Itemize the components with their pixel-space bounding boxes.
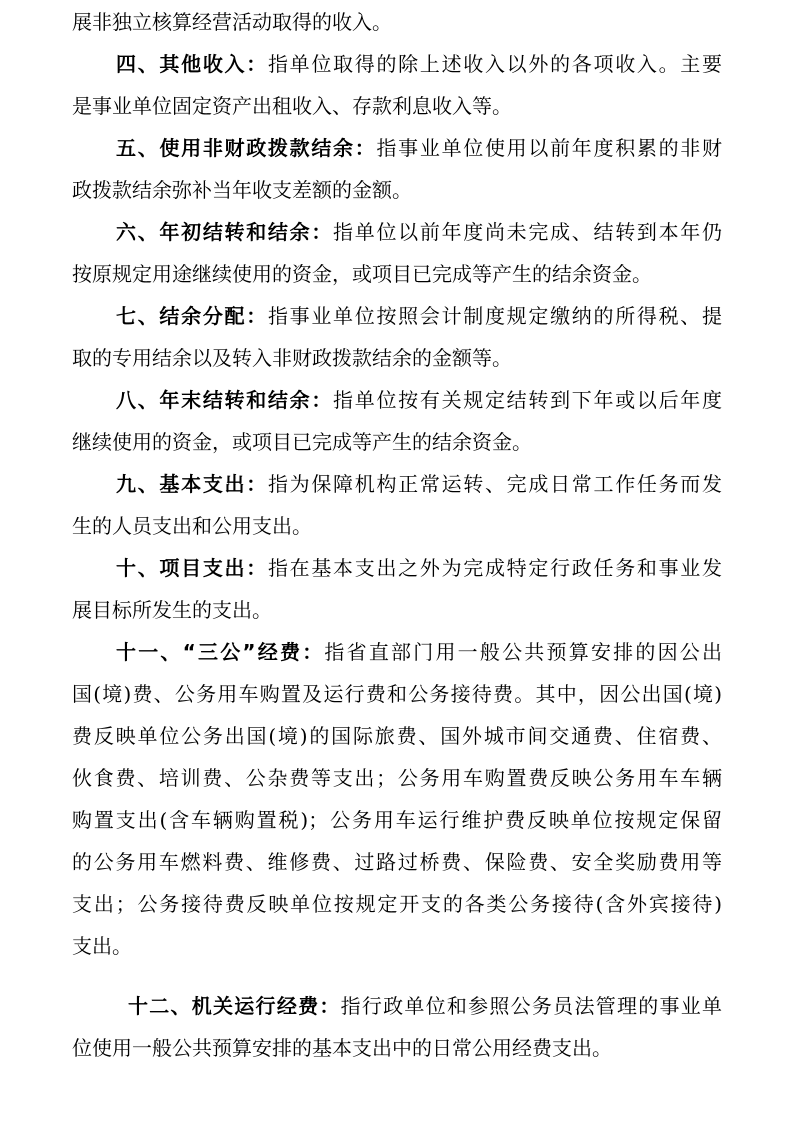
item-5-text-1: 指事业单位使用以前年度积累的非财: [376, 136, 723, 160]
item-12-term: 十二、机关运行经费：: [128, 994, 341, 1018]
item-11-text-1: 指省直部门用一般公共预算安排的因公出: [324, 640, 722, 664]
item-5-line-1: [116, 136, 722, 160]
item-12-text-1: 指行政单位和参照公务员法管理的事业单: [340, 994, 723, 1018]
item-11-line-1: [116, 640, 722, 664]
item-4-line-1: [116, 52, 722, 76]
item-8-line-2: 继续使用的资金，或项目已完成等产生的结余资金。: [72, 430, 532, 454]
item-11-term: 十一、“三公”经费：: [116, 640, 325, 664]
item-8-term: 八、年末结转和结余：: [116, 388, 334, 412]
item-7-text-1: 指事业单位按照会计制度规定缴纳的所得税、提: [267, 304, 723, 328]
item-10-line-1: [116, 556, 722, 580]
item-6-term: 六、年初结转和结余：: [116, 220, 334, 244]
item-8-text-1: 指单位按有关规定结转到下年或以后年度: [333, 388, 723, 412]
item-11-line-8: 支出。: [72, 934, 132, 958]
item-11-line-4: 伙食费、培训费、公杂费等支出；公务用车购置费反映公务用车车辆: [72, 766, 722, 790]
item-10-line-2: 展目标所发生的支出。: [72, 598, 272, 622]
item-6-line-1: [116, 220, 722, 244]
item-11-line-3: 费反映单位公务出国(境)的国际旅费、国外城市间交通费、住宿费、: [72, 724, 722, 748]
item-11-line-5: 购置支出(含车辆购置税)；公务用车运行维护费反映单位按规定保留: [72, 808, 722, 832]
item-9-term: 九、基本支出：: [116, 472, 268, 496]
continuation-line: 展非独立核算经营活动取得的收入。: [72, 10, 392, 34]
item-10-text-1: 指在基本支出之外为完成特定行政任务和事业发: [267, 556, 723, 580]
item-4-term: 四、其他收入：: [116, 52, 268, 76]
item-11-line-7: 支出；公务接待费反映单位按规定开支的各类公务接待(含外宾接待): [72, 892, 722, 916]
item-12-line-2: 位使用一般公共预算安排的基本支出中的日常公用经费支出。: [72, 1036, 612, 1060]
item-6-line-2: 按原规定用途继续使用的资金，或项目已完成等产生的结余资金。: [72, 262, 652, 286]
item-9-line-2: 生的人员支出和公用支出。: [72, 514, 312, 538]
item-9-text-1: 指为保障机构正常运转、完成日常工作任务而发: [267, 472, 723, 496]
item-4-line-2: 是事业单位固定资产出租收入、存款利息收入等。: [72, 94, 512, 118]
item-7-term: 七、结余分配：: [116, 304, 268, 328]
item-5-term: 五、使用非财政拨款结余：: [116, 136, 377, 160]
item-11-line-2: 国(境)费、公务用车购置及运行费和公务接待费。其中，因公出国(境): [72, 682, 722, 706]
item-6-text-1: 指单位以前年度尚未完成、结转到本年仍: [333, 220, 723, 244]
item-5-line-2: 政拨款结余弥补当年收支差额的金额。: [72, 178, 412, 202]
item-8-line-1: [116, 388, 722, 412]
item-10-term: 十、项目支出：: [116, 556, 268, 580]
item-12-line-1: [128, 994, 722, 1018]
item-11-line-6: 的公务用车燃料费、维修费、过路过桥费、保险费、安全奖励费用等: [72, 850, 722, 874]
item-7-line-2: 取的专用结余以及转入非财政拨款结余的金额等。: [72, 346, 512, 370]
item-7-line-1: [116, 304, 722, 328]
item-9-line-1: [116, 472, 722, 496]
item-4-text-1: 指单位取得的除上述收入以外的各项收入。主要: [267, 52, 723, 76]
